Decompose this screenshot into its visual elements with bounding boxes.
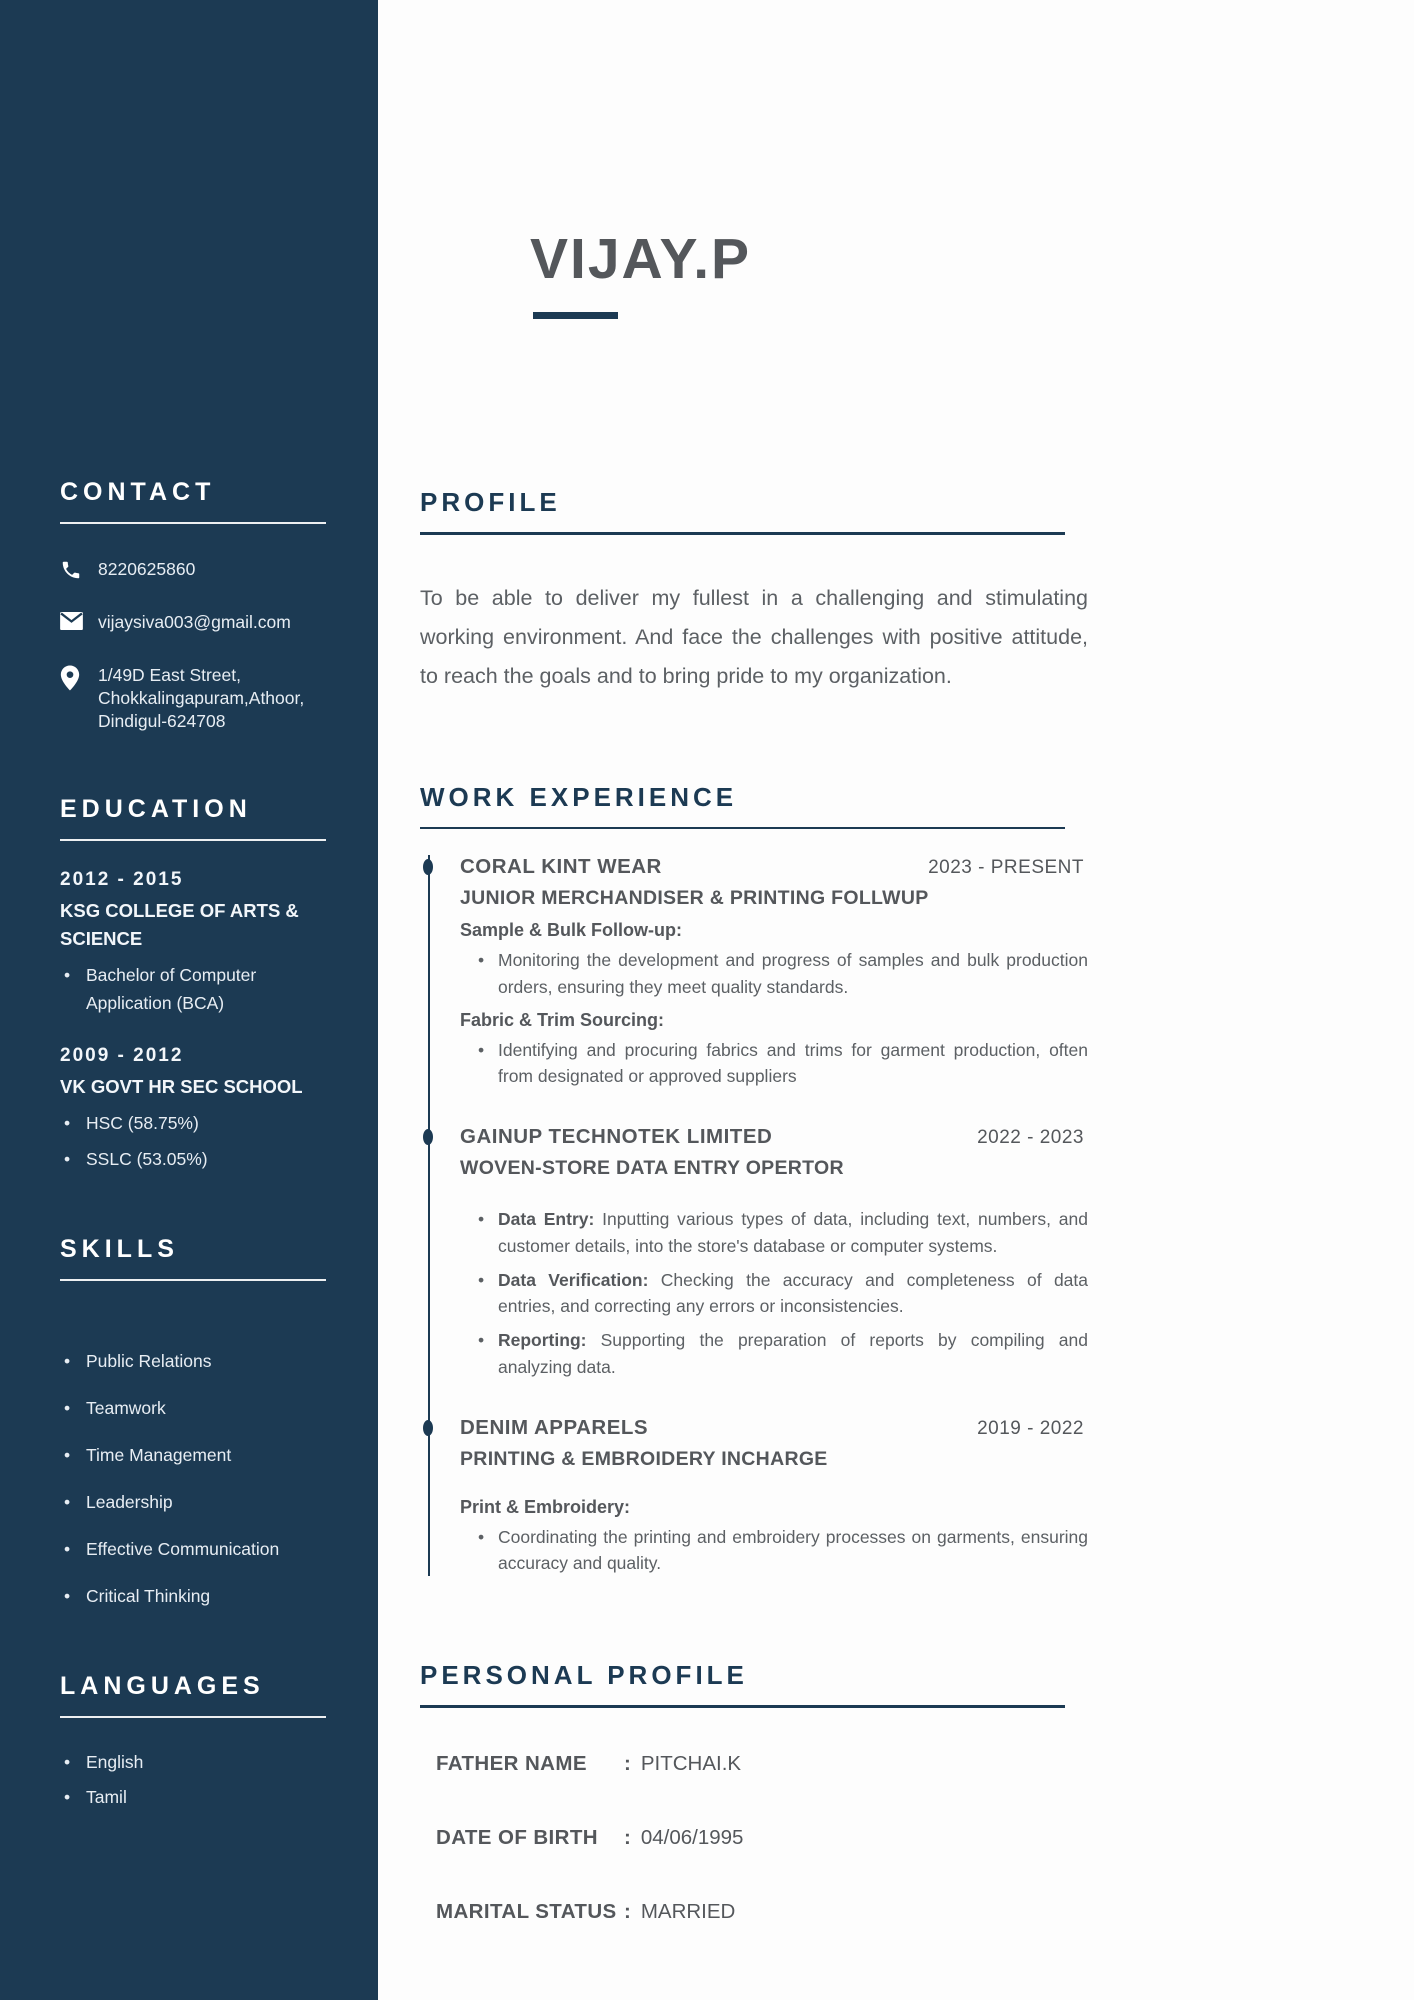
duty-list <box>460 947 1088 1000</box>
skills-section <box>60 1235 326 1610</box>
contact-email-row <box>60 611 326 634</box>
main-column <box>378 0 1414 2000</box>
language-item: • English <box>60 1748 326 1776</box>
duty-item <box>474 1206 1088 1259</box>
duty-list <box>460 1524 1088 1577</box>
personal-value: 04/06/1995 <box>640 1825 744 1849</box>
personal-label: MARITAL STATUS <box>436 1899 617 1923</box>
education-detail: • Bachelor of Computer Application (BCA) <box>60 961 326 1017</box>
email-icon <box>60 611 82 630</box>
skill-item: • Leadership <box>60 1488 326 1516</box>
job-company: GAINUP TECHNOTEK LIMITED <box>460 1125 773 1149</box>
contact-list <box>60 558 326 733</box>
education-years: 2012 - 2015 <box>60 869 184 891</box>
education-detail: • HSC (58.75%) <box>60 1109 326 1137</box>
job-entry-coral-kint-wear <box>460 855 1088 1089</box>
education-detail-list <box>60 961 326 1017</box>
job-header <box>460 1125 1088 1149</box>
personal-row-marital-status <box>436 1900 1088 1924</box>
job-entry-denim-apparels <box>460 1416 1088 1577</box>
duty-text: Inputting various types of data, including text, numbers, and customer details, into the store's database or computer systems. <box>498 1209 1088 1256</box>
personal-row-date-of-birth <box>436 1826 1088 1850</box>
profile-divider <box>420 532 1065 535</box>
duty-group-label: Fabric & Trim Sourcing: <box>460 1009 665 1030</box>
candidate-name: VIJAY.P <box>530 227 752 291</box>
personal-label: DATE OF BIRTH <box>436 1825 598 1849</box>
personal-value: PITCHAI.K <box>640 1751 742 1775</box>
duty-list <box>460 1206 1088 1380</box>
contact-section <box>60 478 326 733</box>
education-entry <box>60 1045 326 1173</box>
duty-text: Identifying and procuring fabrics and trims for garment production, often from designated or approved suppliers <box>498 1039 1088 1087</box>
job-duty-group <box>460 1206 1088 1380</box>
education-detail-list <box>60 1109 326 1173</box>
profile-summary: To be able to deliver my fullest in a challenging and stimulating working environment. And face the challenges with positive attitude, to reach the goals and to bring pride to my organization. <box>420 585 1088 688</box>
education-entry <box>60 869 326 1017</box>
job-duty-group <box>460 920 1088 1000</box>
personal-row-father-name <box>436 1752 1088 1776</box>
job-header <box>460 855 1088 879</box>
duty-group-label: Print & Embroidery: <box>460 1496 631 1517</box>
work-timeline <box>428 855 1088 1576</box>
postal-address: 1/49D East Street, Chokkalingapuram,Athoor, Dindigul-624708 <box>98 665 305 732</box>
job-period: 2023 - PRESENT <box>928 857 1084 879</box>
skill-item: • Teamwork <box>60 1394 326 1422</box>
email-address: vijaysiva003@gmail.com <box>98 612 291 633</box>
profile-section <box>420 487 1088 696</box>
personal-separator: : <box>624 1825 631 1849</box>
contact-divider <box>60 522 326 524</box>
education-section <box>60 795 326 1172</box>
education-years: 2009 - 2012 <box>60 1044 184 1066</box>
job-role: JUNIOR MERCHANDISER & PRINTING FOLLWUP <box>460 887 929 910</box>
skills-list <box>60 1347 326 1610</box>
job-role: PRINTING & EMBROIDERY INCHARGE <box>460 1447 828 1470</box>
duty-item <box>474 1267 1088 1320</box>
name-underline-bar <box>533 312 618 319</box>
duty-text: Checking the accuracy and completeness of data entries, and correcting any errors or inconsistencies. <box>498 1269 1089 1317</box>
personal-separator: : <box>624 1899 631 1923</box>
duty-lead: Reporting: <box>498 1330 587 1351</box>
education-detail: • SSLC (53.05%) <box>60 1145 326 1173</box>
work-experience-heading: WORK EXPERIENCE <box>420 781 738 812</box>
name-block <box>530 226 1088 319</box>
duty-group-label: Sample & Bulk Follow-up: <box>460 920 683 941</box>
duty-item <box>474 1327 1088 1380</box>
languages-divider <box>60 1716 326 1718</box>
job-header <box>460 1416 1088 1440</box>
personal-profile-heading: PERSONAL PROFILE <box>420 1660 748 1691</box>
job-period: 2022 - 2023 <box>977 1127 1084 1149</box>
language-item: • Tamil <box>60 1783 326 1811</box>
personal-label: FATHER NAME <box>436 1751 587 1775</box>
job-entry-gainup-technotek <box>460 1125 1088 1380</box>
languages-list <box>60 1748 326 1811</box>
skills-heading: SKILLS <box>60 1234 179 1263</box>
personal-detail-rows <box>436 1752 1088 1924</box>
duty-text: Coordinating the printing and embroidery processes on garments, ensuring accuracy and quality. <box>498 1526 1088 1574</box>
education-divider <box>60 839 326 841</box>
personal-profile-section <box>420 1660 1088 1924</box>
languages-section <box>60 1672 326 1811</box>
contact-heading: CONTACT <box>60 478 216 506</box>
sidebar <box>0 0 378 2000</box>
job-duty-group <box>460 1010 1088 1090</box>
duty-lead: Data Verification: <box>498 1269 649 1290</box>
personal-profile-divider <box>420 1705 1065 1708</box>
duty-lead: Data Entry: <box>498 1209 595 1230</box>
education-school: KSG COLLEGE OF ARTS & SCIENCE <box>60 900 299 950</box>
personal-separator: : <box>624 1751 631 1775</box>
job-role: WOVEN-STORE DATA ENTRY OPERTOR <box>460 1157 844 1180</box>
duty-list <box>460 1037 1088 1090</box>
job-company: DENIM APPARELS <box>460 1415 649 1439</box>
duty-item <box>474 1524 1088 1577</box>
job-period: 2019 - 2022 <box>977 1417 1084 1439</box>
skill-item: • Public Relations <box>60 1347 326 1375</box>
phone-icon <box>60 558 82 581</box>
personal-value: MARRIED <box>640 1899 736 1923</box>
contact-phone-row <box>60 558 326 581</box>
job-company: CORAL KINT WEAR <box>460 855 662 879</box>
job-duty-group <box>460 1497 1088 1577</box>
skill-item: • Critical Thinking <box>60 1582 326 1610</box>
location-icon <box>60 664 82 691</box>
languages-heading: LANGUAGES <box>60 1671 265 1700</box>
education-school: VK GOVT HR SEC SCHOOL <box>60 1075 303 1097</box>
contact-address-row <box>60 664 326 733</box>
skills-divider <box>60 1279 326 1281</box>
duty-item <box>474 1037 1088 1090</box>
work-experience-section <box>420 782 1088 1577</box>
duty-text: Supporting the preparation of reports by compiling and analyzing data. <box>498 1330 1088 1377</box>
duty-text: Monitoring the development and progress of samples and bulk production orders, ensuring they meet quality standards. <box>498 950 1088 997</box>
duty-item <box>474 947 1088 1000</box>
skill-item: • Time Management <box>60 1441 326 1469</box>
education-heading: EDUCATION <box>60 795 252 824</box>
phone-number: 8220625860 <box>98 559 196 579</box>
skill-item: • Effective Communication <box>60 1535 326 1563</box>
work-experience-divider <box>420 827 1065 830</box>
profile-heading: PROFILE <box>420 487 561 517</box>
